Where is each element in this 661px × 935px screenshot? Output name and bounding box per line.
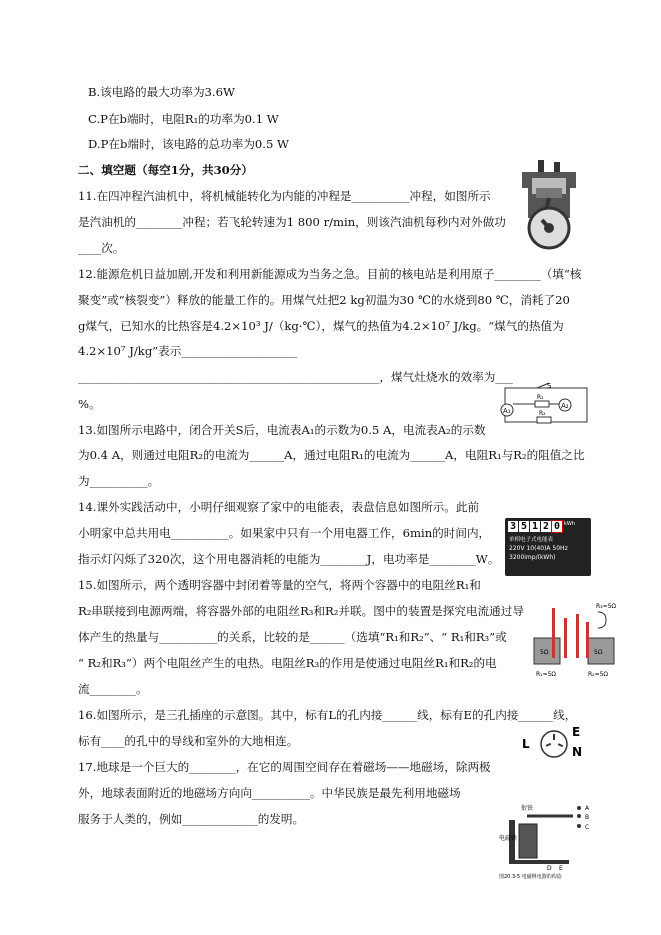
contact-a-label: A bbox=[585, 805, 590, 812]
circuit-figure bbox=[497, 382, 593, 426]
section-title: 二、填空题（每空1分，共30分） bbox=[78, 163, 253, 177]
r3-label: R₃=5Ω bbox=[596, 603, 617, 610]
q17-line1: 17.地球是一个巨大的________，在它的周围空间存在着磁场——地磁场，除两极 bbox=[78, 760, 491, 774]
q17-line2: 外，地球表面附近的地磁场方向向__________。中华民族是最先利用地磁场 bbox=[78, 786, 461, 800]
q15-line2: R₂串联接到电源两端，将容器外部的电阻丝R₃和R₂并联。图中的装置是探究电流通过导 bbox=[78, 604, 524, 618]
meter-digit: 0 bbox=[553, 521, 561, 532]
relay-figure bbox=[497, 800, 609, 880]
q14-line1: 14.课外实践活动中，小明仔细观察了家中的电能表，表盘信息如图所示。此前 bbox=[78, 500, 480, 514]
a2-label: A₂ bbox=[561, 402, 569, 410]
q11-line1: 11.在四冲程汽油机中，将机械能转化为内能的冲程是__________冲程，如图所示 bbox=[78, 189, 491, 203]
q15-line1: 15.如图所示，两个透明容器中封闭着等量的空气，将两个容器中的电阻丝R₁和 bbox=[78, 578, 481, 592]
q11-line2: 是汽油机的________冲程；若飞轮转速为1 800 r/min，则该汽油机每秒内对外做功 bbox=[78, 215, 506, 229]
q12-line1: 12.能源危机日益加剧,开发和利用新能源成为当务之急。目前的核电站是利用原子________（填“核 bbox=[78, 267, 582, 281]
meter-digit: 3 bbox=[509, 521, 517, 532]
meter-digit: 5 bbox=[520, 521, 528, 532]
socket-figure bbox=[520, 724, 592, 760]
engine-cylinder-figure bbox=[514, 158, 586, 250]
q12-line3: g煤气，已知水的比热容是4.2×10³ J/（kg·℃），煤气的热值为4.2×10⁷ J/kg。“煤气的热值为 bbox=[78, 319, 564, 333]
meter-digit: 1 bbox=[531, 521, 539, 532]
meter-unit: kWh bbox=[564, 521, 576, 527]
option-c: C.P在b端时，电阻R₁的功率为0.1 W bbox=[88, 112, 279, 126]
terminal-d-label: D bbox=[547, 865, 552, 872]
meter-imp: 3200imp/(kWh) bbox=[509, 554, 556, 561]
option-d: D.P在b端时，该电路的总功率为0.5 W bbox=[88, 137, 289, 151]
socket-n-label: N bbox=[572, 745, 583, 759]
meter-spec: 220V 10(40)A 50Hz bbox=[509, 545, 568, 552]
left-resistor-label: 5Ω bbox=[540, 649, 549, 656]
heat-apparatus-figure bbox=[528, 600, 624, 680]
r1-label: R₁ bbox=[537, 394, 544, 401]
socket-l-label: L bbox=[522, 737, 530, 751]
q14-line3: 指示灯闪烁了320次，这个用电器消耗的电能为________J，电功率是________W。 bbox=[78, 552, 500, 566]
q16-line1: 16.如图所示，是三孔插座的示意图。其中，标有L的孔内接______线，标有E的孔内接______线， bbox=[78, 708, 577, 722]
r1-label: R₁=5Ω bbox=[536, 671, 557, 678]
q13-line1: 13.如图所示电路中，闭合开关S后，电流表A₁的示数为0.5 A，电流表A₂的示数 bbox=[78, 423, 486, 437]
contact-c-label: C bbox=[585, 824, 590, 831]
q15-line5: 流________。 bbox=[78, 682, 148, 696]
q13-line2: 为0.4 A，则通过电阻R₂的电流为______A，通过电阻R₁的电流为______A，电阻R₁与R₂的阻值之比 bbox=[78, 448, 585, 462]
right-resistor-label: 5Ω bbox=[594, 649, 603, 656]
q16-line2: 标有____的孔中的导线和室外的大地相连。 bbox=[78, 734, 299, 748]
q12-line5: ____________________________________________________，煤气灶烧水的效率为___ bbox=[78, 370, 513, 384]
resistor-r2-icon bbox=[537, 417, 551, 423]
meter-title: 单相电子式电能表 bbox=[509, 537, 554, 543]
meter-digits bbox=[508, 521, 591, 532]
r2-label: R₂=5Ω bbox=[588, 671, 609, 678]
option-b: B.该电路的最大功率为3.6W bbox=[88, 85, 235, 99]
q12-line6: %。 bbox=[78, 397, 101, 411]
q12-line2: 聚变”或“核裂变”）释放的能量工作的。用煤气灶把2 kg初温为30 ℃的水烧到80 ℃，消耗了20 bbox=[78, 293, 570, 307]
q14-line2: 小明家中总共用电__________。如果家中只有一个用电器工作，6min的时间内， bbox=[78, 526, 491, 540]
q17-line3: 服务于人类的，例如_____________的发明。 bbox=[78, 812, 305, 826]
r2-label: R₂ bbox=[539, 410, 546, 417]
a1-label: A₁ bbox=[503, 407, 511, 415]
terminal-e-label: E bbox=[559, 865, 563, 872]
resistor-r1-icon bbox=[535, 401, 549, 407]
socket-e-label: E bbox=[572, 725, 581, 739]
q15-line3: 体产生的热量与__________的关系，比较的是______（选填“R₁和R₂”、“ R₁和R₃”或 bbox=[78, 630, 507, 644]
q13-line3: 为__________。 bbox=[78, 474, 160, 488]
meter-digit: 2 bbox=[542, 521, 550, 532]
contact-b-label: B bbox=[585, 814, 590, 821]
electric-meter-figure bbox=[505, 518, 591, 576]
armature-label: 衔铁 bbox=[521, 805, 534, 812]
q12-line4: 4.2×10⁷ J/kg”表示____________________ bbox=[78, 344, 298, 358]
switch-label: S bbox=[547, 382, 552, 390]
q15-line4: “ R₂和R₃”）两个电阻丝产生的电热。电阻丝R₃的作用是使通过电阻丝R₁和R₂的电 bbox=[78, 656, 497, 670]
relay-caption: 图20.3-5 电磁继电器的构造 bbox=[499, 874, 562, 880]
coil-label: 电磁铁 bbox=[499, 835, 518, 842]
q11-line3: ____次。 bbox=[78, 241, 125, 255]
